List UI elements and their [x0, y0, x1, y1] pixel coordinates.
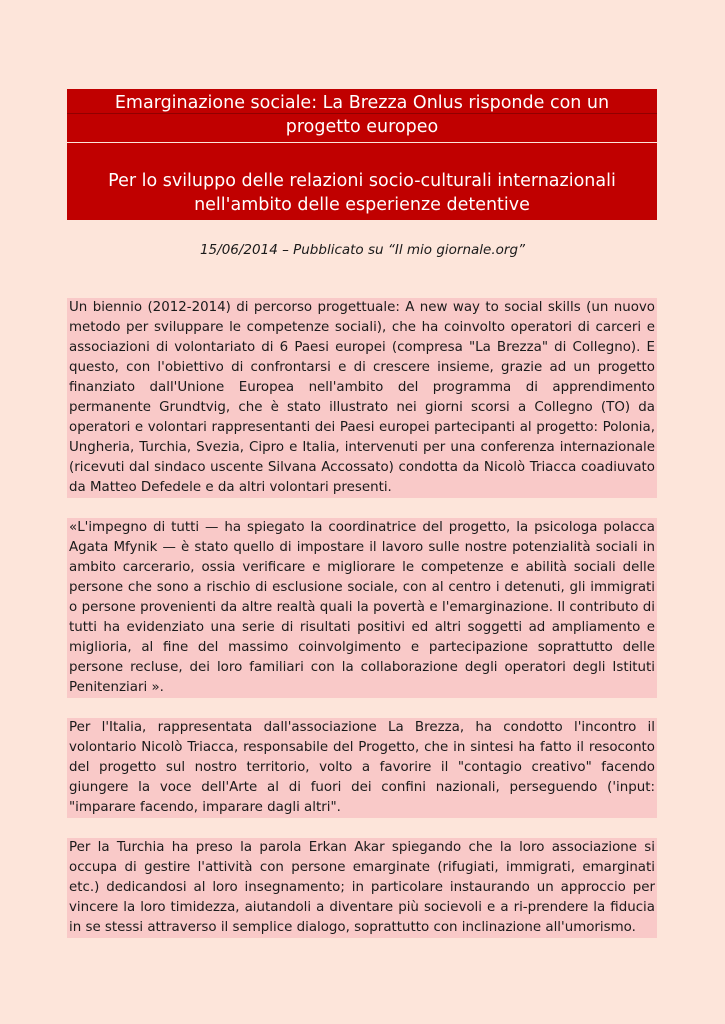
article-subtitle: [67, 167, 657, 220]
publication-byline: 15/06/2014 – Pubblicato su “Il mio giornale.org”: [199, 242, 526, 258]
paragraph-spacer: [67, 498, 657, 518]
article-subtitle-line-2: nell'ambito delle esperienze detentive: [194, 195, 530, 215]
article-body: [67, 298, 657, 938]
article-title: [67, 89, 657, 142]
article-title-line-1: Emarginazione sociale: La Brezza Onlus risponde con un: [114, 93, 610, 113]
paragraph-spacer: [67, 698, 657, 718]
article-subtitle-line-1: Per lo sviluppo delle relazioni socio-culturali internazionali: [108, 171, 616, 191]
article-paragraph-3: Per l'Italia, rappresentata dall'associazione La Brezza, ha condotto l'incontro il volontario Nicolò Triacca, responsabile del Progetto, che in sintesi ha fatto il resoconto del progetto sul nostro territorio, volto a favorire il "contagio creativo" facendo giungere la voce dell'Arte al di fuori dei confini nazionali, perseguendo ('input: "imparare facendo, imparare dagli altri".: [67, 718, 657, 818]
title-banner-spacer: [67, 143, 657, 168]
paragraph-spacer: [67, 818, 657, 838]
article-title-line-2: progetto europeo: [285, 117, 439, 137]
article-paragraph-1: Un biennio (2012-2014) di percorso progettuale: A new way to social skills (un nuovo metodo per sviluppare le competenze sociali), che ha coinvolto operatori di carceri e associazioni di volontariato di 6 Paesi europei (compresa "La Brezza" di Collegno). E questo, con l'obiettivo di confrontarsi e di crescere insieme, grazie ad un progetto finanziato dall'Unione Europea nell'ambito del programma di apprendimento permanente Grundtvig, che è stato illustrato nei giorni scorsi a Collegno (TO) da operatori e volontari rappresentanti dei Paesi europei partecipanti al progetto: Polonia, Ungheria, Turchia, Svezia, Cipro e Italia, intervenuti per una conferenza internazionale (ricevuti dal sindaco uscente Silvana Accossato) condotta da Nicolò Triacca coadiuvato da Matteo Defedele e da altri volontari presenti.: [67, 298, 657, 498]
article-paragraph-2: «L'impegno di tutti — ha spiegato la coordinatrice del progetto, la psicologa polacca Agata Mfynik — è stato quello di impostare il lavoro sulle nostre potenzialità sociali in ambito carcerario, ossia verificare e migliorare le competenze e abilità sociali delle persone che sono a rischio di esclusione sociale, con al centro i detenuti, gli immigrati o persone provenienti da altre realtà quali la povertà e l'emarginazione. Il contributo di tutti ha evidenziato una serie di risultati positivi ed altri soggetti ad ampliamento e miglioria, al fine del massimo coinvolgimento e partecipazione soprattutto delle persone recluse, dei loro familiari con la collaborazione degli operatori degli Istituti Penitenziari ».: [67, 518, 657, 698]
title-rule: [67, 113, 657, 114]
article-paragraph-4: Per la Turchia ha preso la parola Erkan Akar spiegando che la loro associazione si occupa di gestire l'attività con persone emarginate (rifugiati, immigrati, emarginati etc.) dedicandosi al loro insegnamento; in particolare instaurando un approccio per vincere la loro timidezza, aiutandoli a diventare più socievoli e a ri-prendere la fiducia in se stessi attraverso il semplice dialogo, soprattutto con inclinazione all'umorismo.: [67, 838, 657, 938]
